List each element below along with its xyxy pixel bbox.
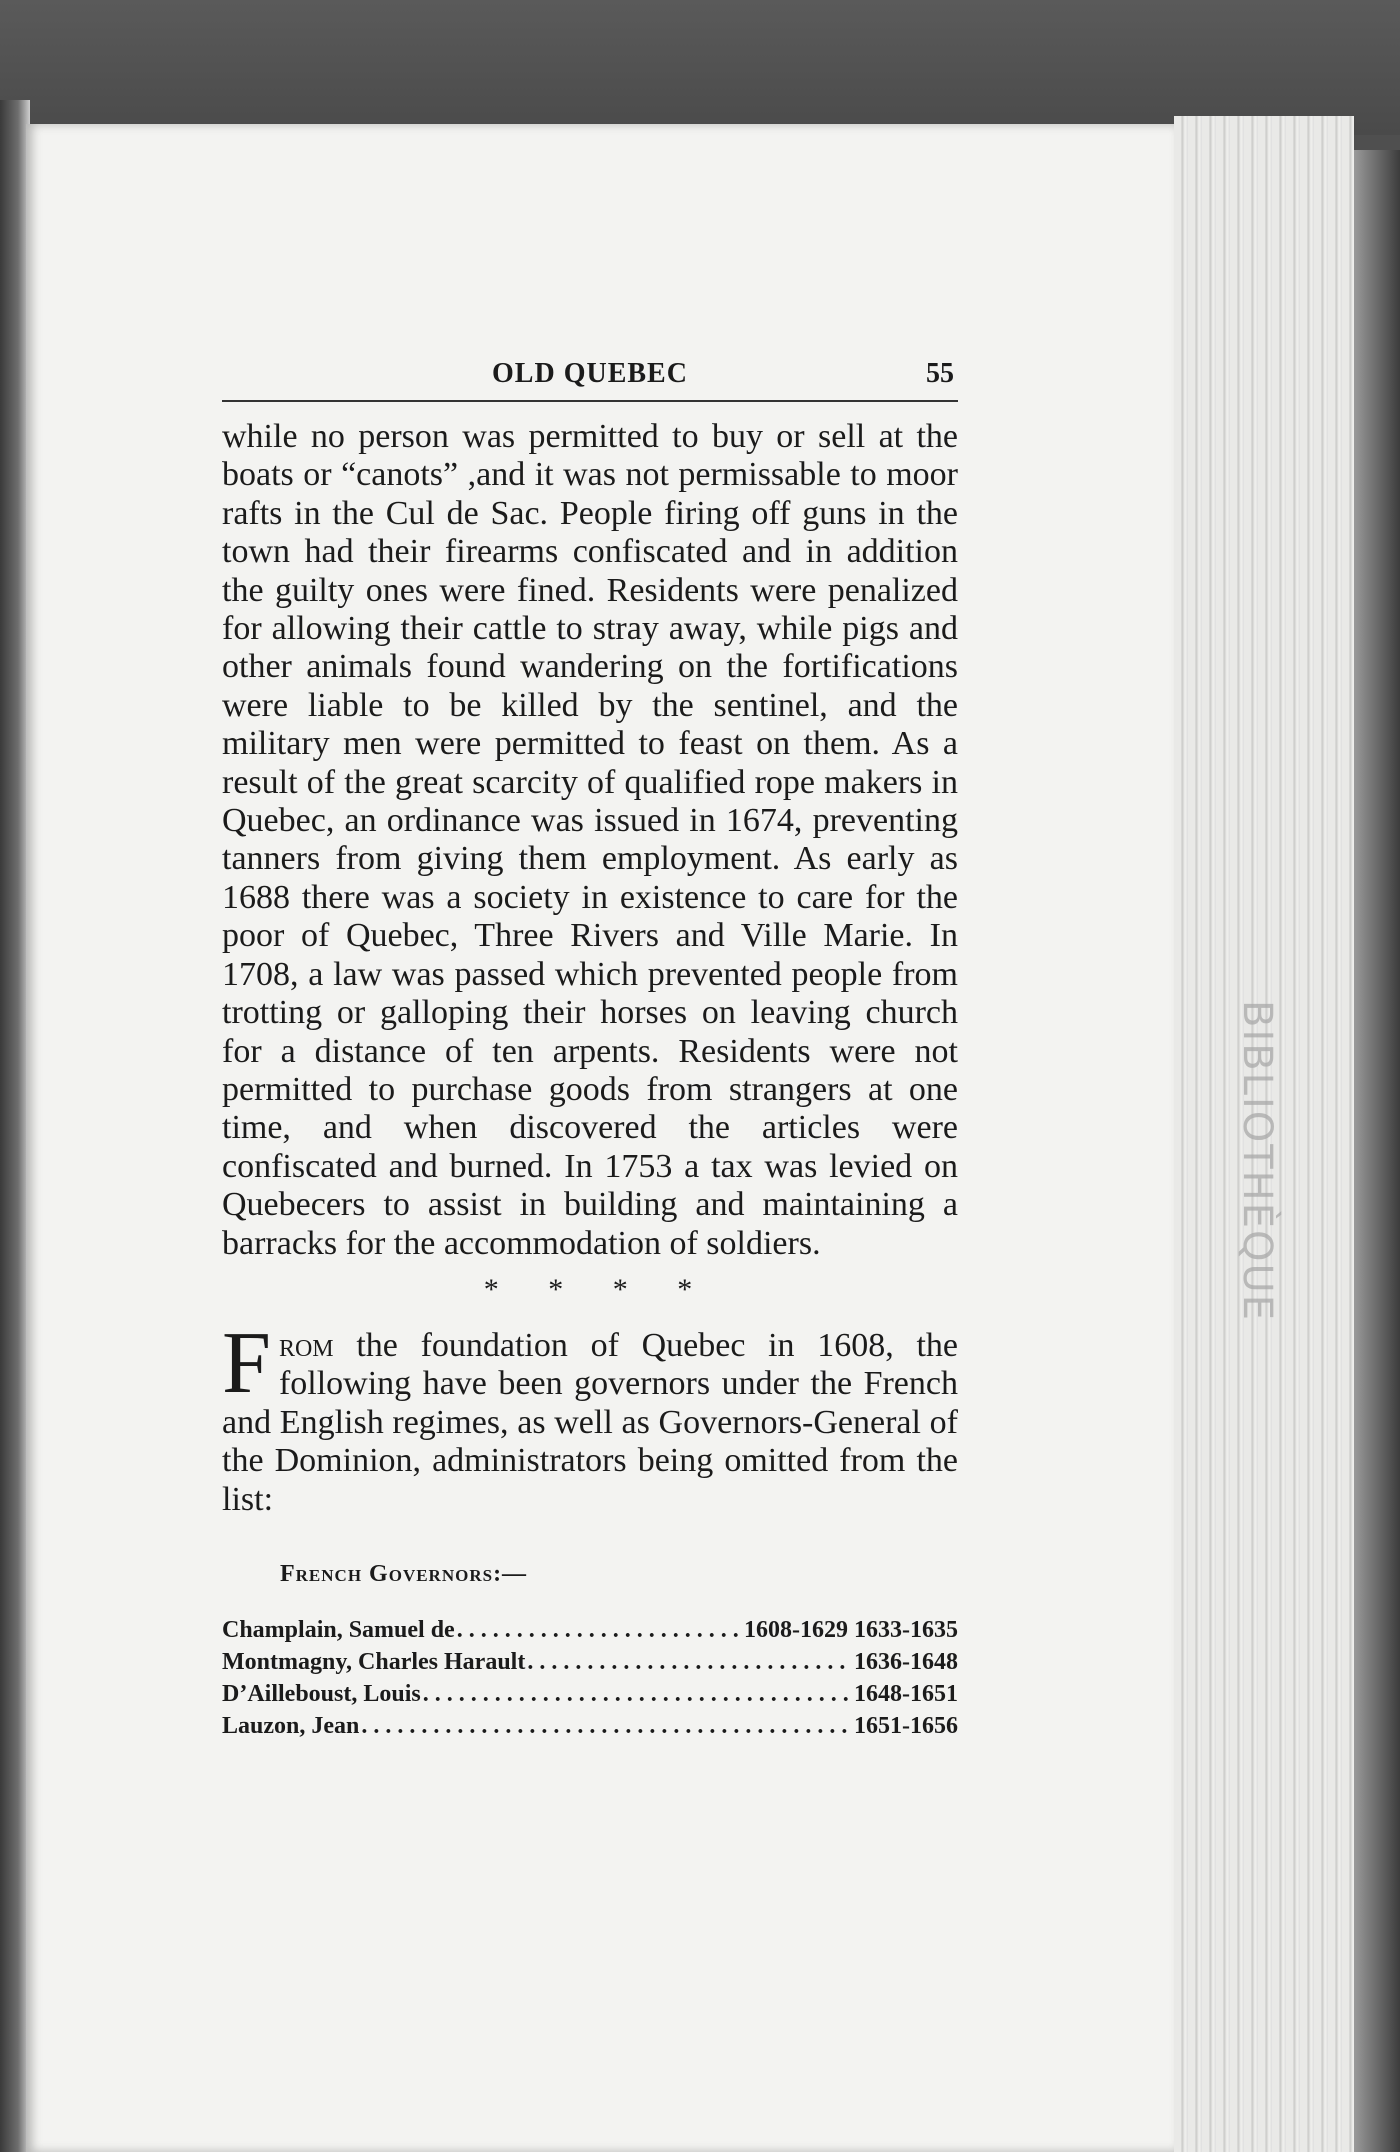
governor-years: 1608-1629 1633-1635: [744, 1616, 958, 1643]
scan-background: [0, 0, 1400, 135]
library-stamp-text: BIBLIOTHÈQUE: [1234, 1000, 1280, 1323]
intro-text: the foundation of Quebec in 1608, the following have been governors under the French and English regimes, as well as Governors-General of the Dominion, administrators being omitted from the list:: [222, 1326, 958, 1518]
dot-leader: [527, 1646, 852, 1678]
drop-cap: F: [222, 1314, 271, 1412]
library-stamp: [1200, 860, 1300, 1323]
governor-years: 1651-1656: [854, 1712, 958, 1739]
running-head: [222, 356, 958, 402]
governor-row: [222, 1710, 958, 1742]
governor-name: Champlain, Samuel de: [222, 1616, 455, 1643]
governor-name: D’Ailleboust, Louis: [222, 1680, 421, 1707]
section-heading: French Governors:—: [280, 1560, 528, 1587]
intro-paragraph: [222, 1314, 958, 1519]
page-edges-shadow: [1354, 150, 1400, 2152]
governor-row: [222, 1614, 958, 1646]
governor-years: 1636-1648: [854, 1648, 958, 1675]
intro-first-word: rom: [278, 1326, 334, 1364]
governor-row: [222, 1646, 958, 1678]
page-content: [222, 356, 958, 1742]
page-number: 55: [926, 358, 954, 389]
governor-years: 1648-1651: [854, 1680, 958, 1707]
governor-name: Lauzon, Jean: [222, 1712, 360, 1739]
section-separator: * * * *: [483, 1272, 697, 1306]
dot-leader: [457, 1614, 742, 1646]
dot-leader: [361, 1710, 852, 1742]
governor-row: [222, 1678, 958, 1710]
governors-list: [222, 1614, 958, 1742]
body-paragraph: while no person was permitted to buy or sell at the boats or “canots” ,and it was not permissable to moor rafts in the Cul de Sac. People firing off guns in the town had their firearms confiscated and in addition the guilty ones were fined. Residents were penalized for allowing their cattle to stray away, while pigs and other animals found wandering on the fortifications were liable to be killed by the sentinel, and the military men were permitted to feast on them. As a result of the great scarcity of qualified rope makers in Quebec, an ordinance was issued in 1674, preventing tanners from giving them employment. As early as 1688 there was a society in existence to care for the poor of Quebec, Three Rivers and Ville Marie. In 1708, a law was passed which prevented people from trotting or galloping their horses on leaving church for a distance of ten arpents. Residents were not permitted to purchase goods from strangers at one time, and when discovered the articles were confiscated and burned. In 1753 a tax was levied on Quebecers to assist in building and maintaining a barracks for the accommodation of soldiers.: [222, 418, 958, 1262]
governor-name: Montmagny, Charles Harault: [222, 1648, 526, 1675]
running-title: OLD QUEBEC: [492, 358, 688, 389]
dot-leader: [423, 1678, 852, 1710]
